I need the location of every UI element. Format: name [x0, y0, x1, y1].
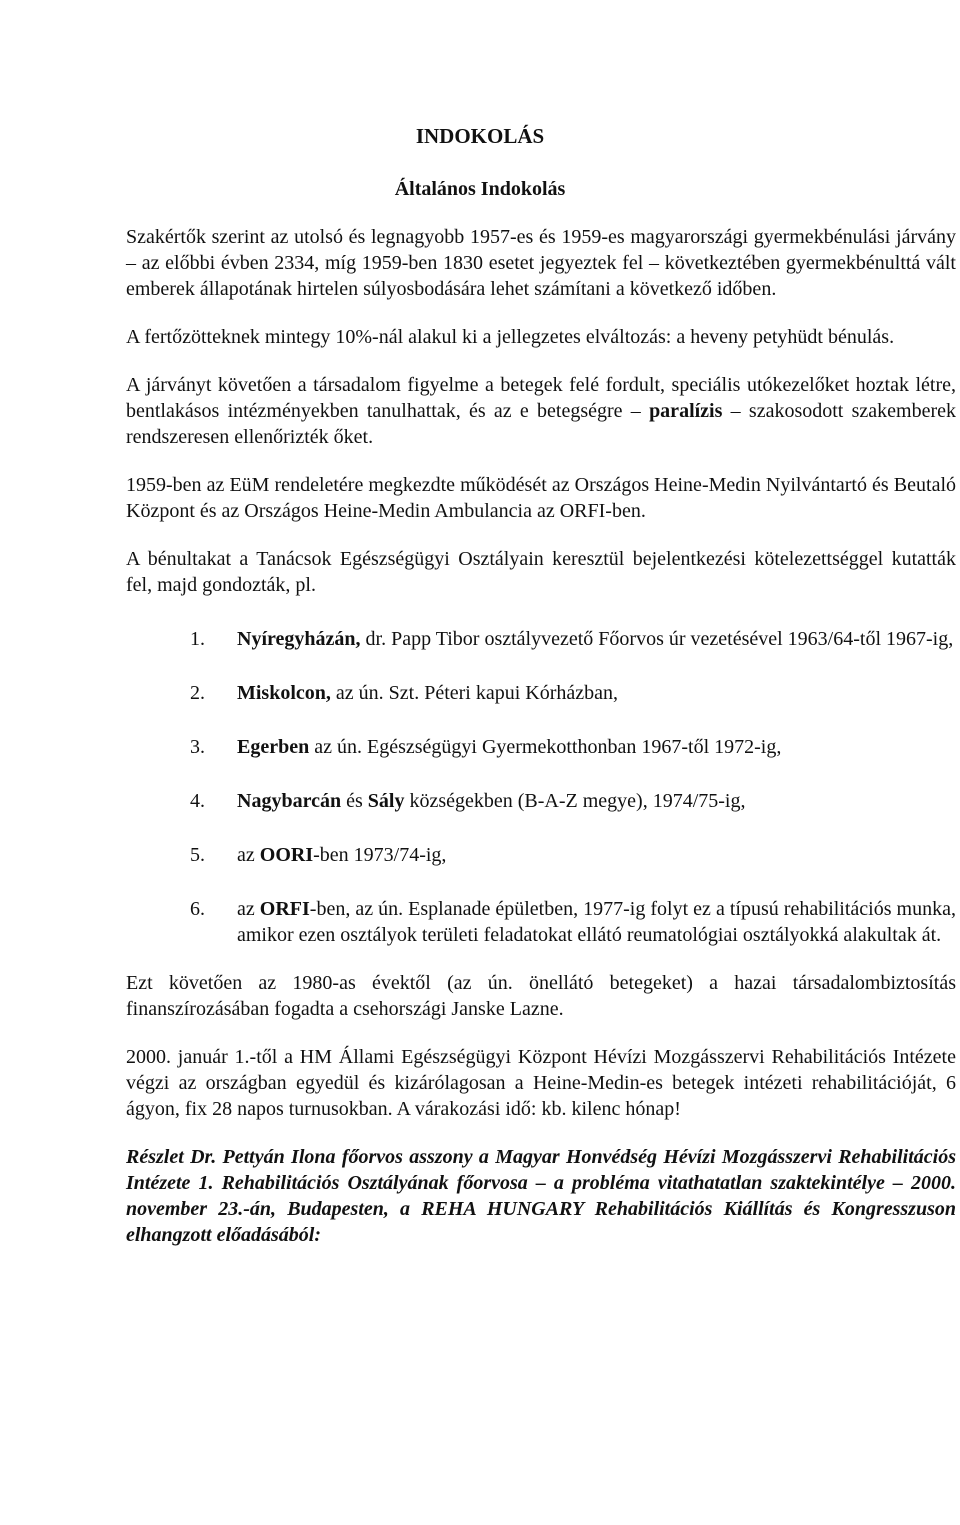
document-body — [126, 224, 956, 1248]
list-item-number: 6. — [190, 898, 205, 920]
list-item-number: 2. — [190, 682, 205, 704]
list-item-text: dr. Papp Tibor osztályvezető Főorvos úr vezetésével 1963/64-től 1967-ig, — [360, 628, 954, 650]
paragraph-registry: 1959-ben az EüM rendeletére megkezdte működését az Országos Heine-Medin Nyilvántartó és Beutaló Központ és az Országos Heine-Medin Ambulancia az ORFI-ben. — [126, 474, 956, 522]
list-item — [126, 626, 956, 652]
paragraph-aftercare-bold: paralízis — [649, 400, 723, 422]
list-item-bold: Nyíregyházán, — [237, 628, 361, 650]
institution-list — [126, 626, 956, 948]
list-item — [126, 734, 956, 760]
paragraph-heviz: 2000. január 1.-től a HM Állami Egészségügyi Központ Hévízi Mozgásszervi Rehabilitációs Intézete végzi az országban egyedül és kizárólagosan a Heine-Medin-es betegek intézeti rehabilitációját, 6 ágyon, fix 28 napos turnusokban. A várakozási idő: kb. kilenc hónap! — [126, 1046, 956, 1120]
list-item-bold-2: Sály — [367, 790, 405, 812]
paragraph-aftercare — [126, 372, 956, 450]
list-item-number: 3. — [190, 736, 205, 758]
paragraph-aftercare-text-a: A járványt követően a társadalom figyelme a betegek felé fordult, speciális utókezelőket hoztak létre, bentlakásos intézményekben tanulhattak, és az e betegségre – — [126, 374, 956, 422]
list-item-bold: Egerben — [237, 736, 310, 758]
list-item — [126, 896, 956, 948]
paragraph-infection-rate: A fertőzötteknek mintegy 10%-nál alakul ki a jellegzetes elváltozás: a heveny petyhüdt bénulás. — [126, 326, 895, 348]
section-subtitle: Általános Indokolás — [394, 178, 566, 200]
paragraph-aftercare-text-c: – szakosodott szakemberek rendszeresen ellenőrizték őket. — [126, 400, 956, 448]
list-item-bold: Nagybarcán — [237, 790, 342, 812]
list-item-bold: ORFI — [259, 898, 310, 920]
list-item-number: 5. — [190, 844, 205, 866]
paragraph-janske-lazne: Ezt követően az 1980-as évektől (az ún. önellátó betegeket) a hazai társadalombiztosítás finanszírozásában fogadta a csehországi Janske Lazne. — [126, 972, 956, 1020]
list-item-text: és — [341, 790, 368, 812]
list-item — [126, 680, 956, 706]
list-item-bold: OORI — [259, 844, 314, 866]
list-item-text: -ben, az ún. Esplanade épületben, 1977-ig folyt ez a típusú rehabilitációs munka, amikor ezen osztályok területi feladatokat ellátó reumatológiai osztályokká alakultak át. — [237, 898, 956, 946]
list-item-prefix: az — [237, 844, 260, 866]
list-item-prefix: az — [237, 898, 260, 920]
list-item — [126, 842, 956, 868]
list-item-number: 1. — [190, 628, 205, 650]
list-item-number: 4. — [190, 790, 205, 812]
document-title: INDOKOLÁS — [415, 124, 545, 148]
quote-source: Részlet Dr. Pettyán Ilona főorvos asszony a Magyar Honvédség Hévízi Mozgásszervi Rehabilitációs Intézete 1. Rehabilitációs Osztályának főorvosa – a probléma vitathatatlan szaktekintélye – 2000. november 23.-án, Budapesten, a REHA HUNGARY Rehabilitációs Kiállítás és Kongresszuson elhangzott előadásából: — [126, 1146, 956, 1246]
list-item — [126, 788, 956, 814]
list-item-bold: Miskolcon, — [237, 682, 331, 704]
list-item-text: -ben 1973/74-ig, — [313, 844, 447, 866]
paragraph-intro: Szakértők szerint az utolsó és legnagyobb 1957-es és 1959-es magyarországi gyermekbénulási járvány – az előbbi évben 2334, míg 1959-ben 1830 esetet jegyeztek fel – következtében gyermekbénulttá vált emberek állapotának hirtelen súlyosbodására lehet számítani a következő időben. — [126, 226, 956, 300]
list-item-text-2: községekben (B-A-Z megye), 1974/75-ig, — [404, 790, 746, 812]
paragraph-tracking: A bénultakat a Tanácsok Egészségügyi Osztályain keresztül bejelentkezési kötelezettséggel kutatták fel, majd gondozták, pl. — [126, 548, 956, 596]
list-item-text: az ún. Szt. Péteri kapui Kórházban, — [330, 682, 619, 704]
list-item-text: az ún. Egészségügyi Gyermekotthonban 1967-től 1972-ig, — [309, 736, 782, 758]
